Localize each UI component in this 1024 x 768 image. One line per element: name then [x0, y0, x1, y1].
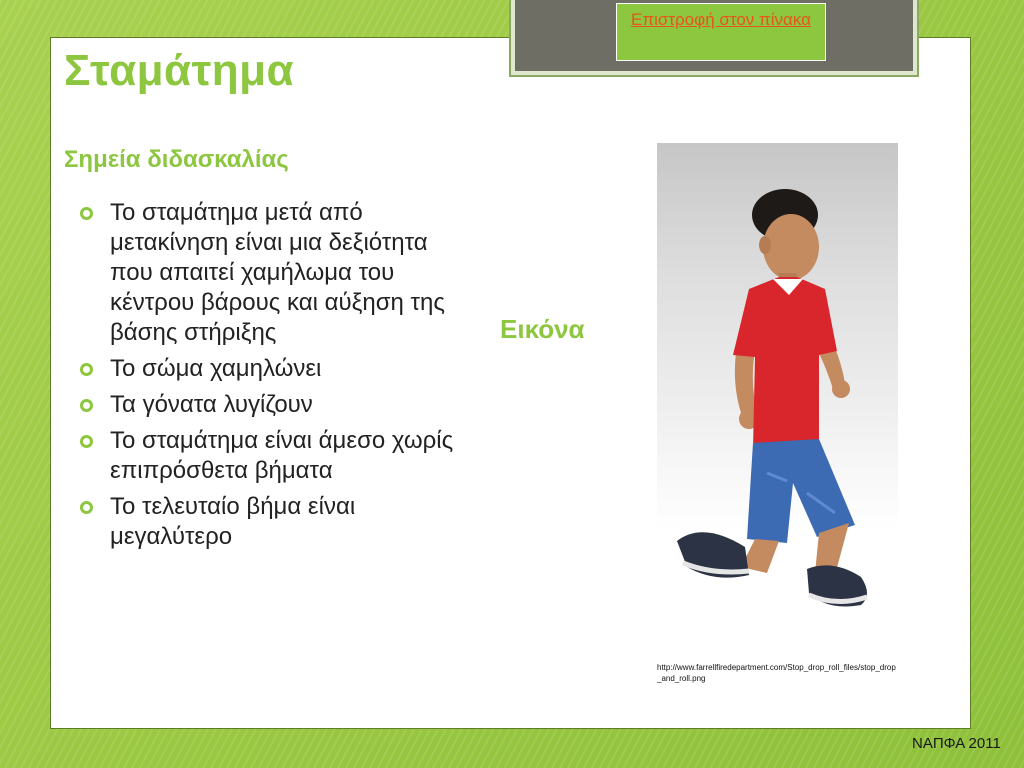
image-source-link[interactable]: http://www.farrellfiredepartment.com/Stop_drop_roll_files/stop_drop_and_roll.png [657, 663, 896, 683]
list-item-text: Το σταμάτημα μετά από μετακίνηση είναι μια δεξιότητα που απαιτεί χαμήλωμα του κέντρου βάρους και αύξηση της βάσης στήριξης [110, 199, 445, 346]
list-item [80, 390, 460, 420]
slide-subtitle: Σημεία διδασκαλίας [64, 146, 289, 173]
bullet-icon [80, 363, 93, 376]
bullet-icon [80, 501, 93, 514]
list-item-text: Το σταμάτημα είναι άμεσο χωρίς επιπρόσθετα βήματα [110, 427, 454, 484]
return-to-board-button[interactable]: Επιστροφή στον πίνακα [616, 3, 826, 61]
bullet-icon [80, 207, 93, 220]
bullet-icon [80, 435, 93, 448]
list-item [80, 354, 460, 384]
teaching-points-list [80, 198, 460, 558]
bullet-icon [80, 399, 93, 412]
list-item [80, 198, 460, 348]
image-label: Εικόνα [500, 314, 585, 344]
list-item [80, 492, 460, 552]
footer-label: ΝΑΠΦΑ 2011 [912, 735, 1001, 752]
list-item-text: Το σώμα χαμηλώνει [110, 355, 322, 382]
running-boy-photo [657, 143, 898, 627]
running-boy-illustration [657, 143, 898, 627]
list-item [80, 426, 460, 486]
list-item-text: Το τελευταίο βήμα είναι μεγαλύτερο [110, 493, 356, 550]
list-item-text: Τα γόνατα λυγίζουν [110, 391, 313, 418]
slide-title: Σταμάτημα [64, 46, 295, 95]
